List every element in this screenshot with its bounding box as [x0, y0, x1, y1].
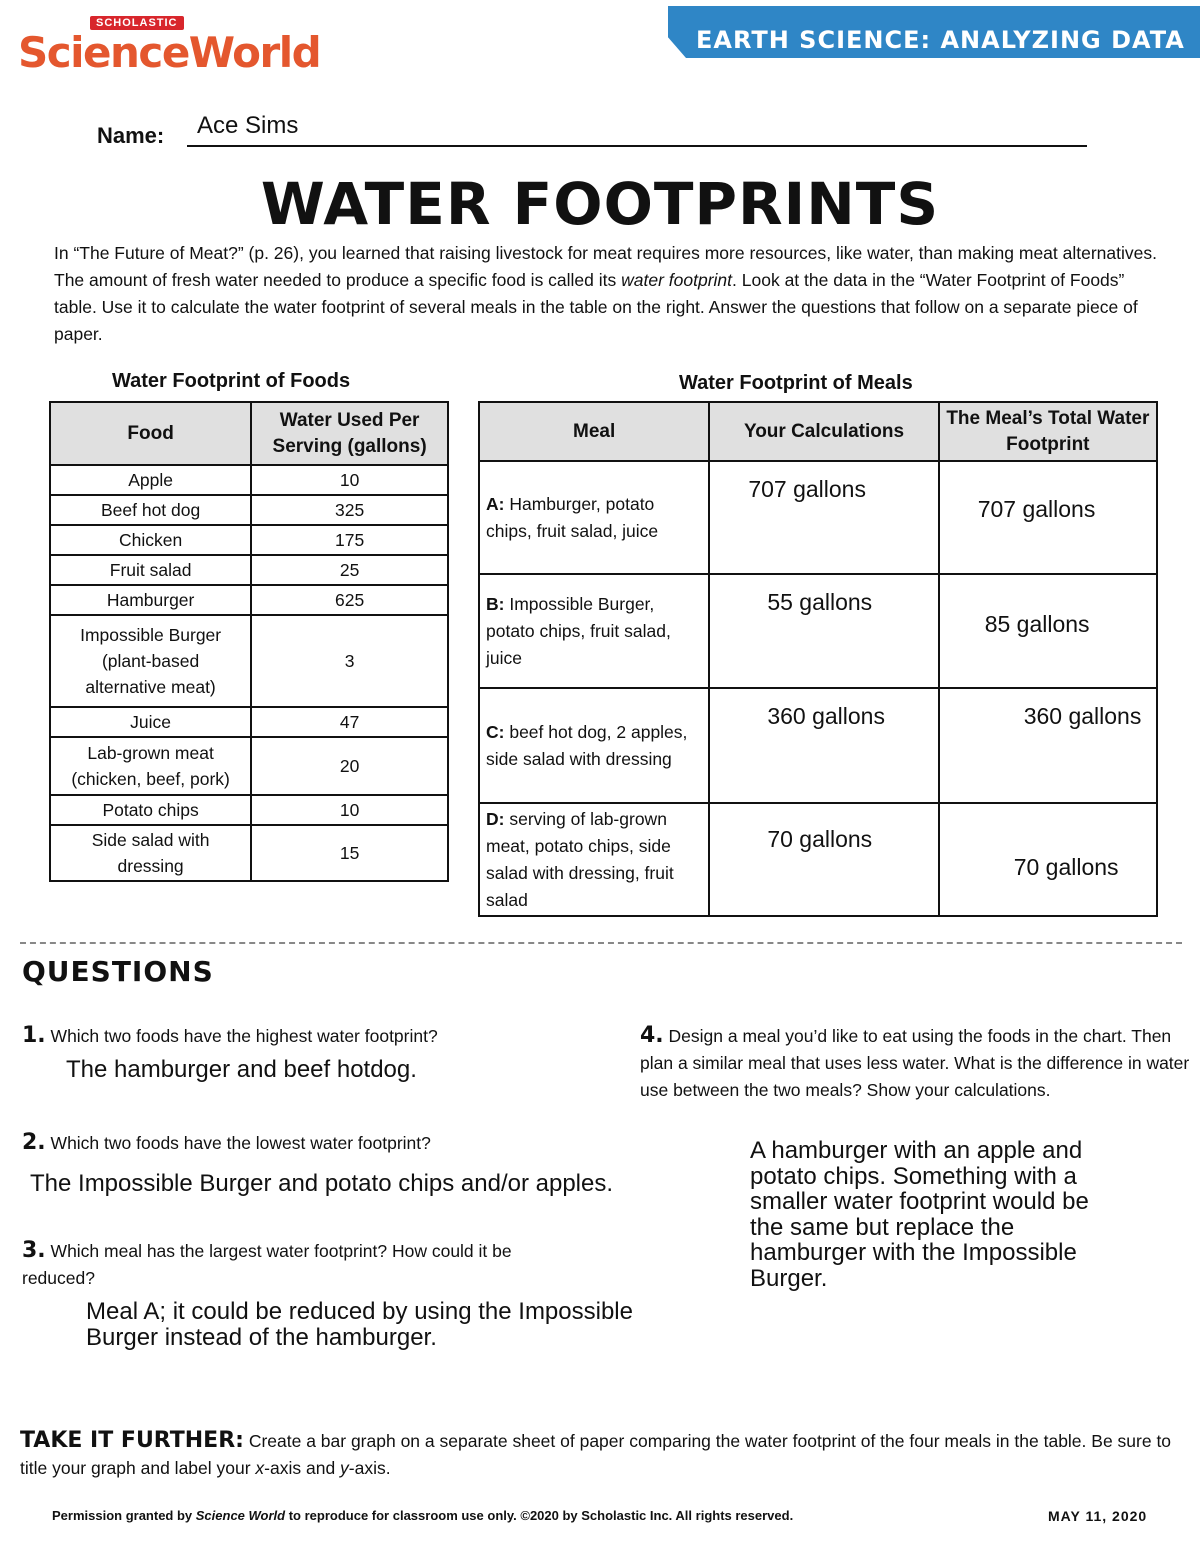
- take-it-further: [20, 1427, 1190, 1482]
- food-water: 625: [251, 585, 448, 615]
- intro-paragraph: [54, 240, 1159, 348]
- meal-letter: C:: [486, 721, 505, 742]
- further-text: Create a bar graph on a separate sheet of paper comparing the water footprint of the four meals in the table. Be sure to title your graph and label your: [20, 1431, 1172, 1478]
- meal-items: Hamburger, potato chips, fruit salad, juice: [486, 493, 659, 541]
- question-text: Which two foods have the lowest water footprint?: [50, 1133, 431, 1153]
- foods-table-caption: Water Footprint of Foods: [112, 370, 351, 392]
- meal-items: beef hot dog, 2 apples, side salad with dressing: [486, 721, 688, 769]
- food-water: 47: [251, 707, 448, 737]
- table-row: [50, 795, 448, 825]
- footer-pre: Permission granted by: [52, 1508, 196, 1523]
- meals-header-total: The Meal’s Total Water Footprint: [939, 402, 1157, 461]
- meal-description: [479, 574, 709, 688]
- name-field[interactable]: Ace Sims: [197, 112, 299, 139]
- food-name: Lab-grown meat (chicken, beef, pork): [50, 737, 251, 795]
- food-water: 10: [251, 795, 448, 825]
- food-name: Beef hot dog: [50, 495, 251, 525]
- intro-text-1: In “The Future of Meat?” (p. 26), you learned that raising livestock for meat requires more resources, like water, than making meat alternatives. The amount of fresh water needed to produce a specific food is called its: [54, 243, 1157, 290]
- further-label: TAKE IT FURTHER:: [20, 1428, 244, 1453]
- meal-total-value: 707 gallons: [977, 496, 1096, 522]
- food-water: 25: [251, 555, 448, 585]
- meal-calc-value: 707 gallons: [748, 476, 866, 502]
- scholastic-logo-tag: SCHOLASTIC: [90, 16, 184, 30]
- meal-calc-cell[interactable]: [709, 461, 938, 574]
- table-row: [479, 688, 1157, 803]
- food-water: 3: [251, 615, 448, 707]
- question-number: 2.: [22, 1130, 46, 1155]
- question-2: [22, 1129, 582, 1157]
- intro-text-2: . Look at the data in the “Water Footprint of Foods” table. Use it to calculate the water footprint of several meals in the table on the right. Answer the questions that follow on a separate piece of paper.: [54, 270, 1138, 344]
- meal-calc-cell[interactable]: [709, 574, 938, 688]
- table-row: [50, 495, 448, 525]
- question-number: 4.: [640, 1023, 664, 1048]
- table-row: [479, 574, 1157, 688]
- further-y: y: [340, 1458, 349, 1478]
- science-world-logo: ScienceWorld: [18, 28, 321, 77]
- meal-total-cell[interactable]: [939, 461, 1157, 574]
- food-water: 15: [251, 825, 448, 881]
- food-name: Fruit salad: [50, 555, 251, 585]
- meal-calc-value: 70 gallons: [767, 826, 873, 852]
- table-row: [50, 825, 448, 881]
- question-number: 3.: [22, 1238, 46, 1263]
- meal-calc-cell[interactable]: [709, 688, 938, 803]
- answer-2[interactable]: The Impossible Burger and potato chips and/or apples.: [30, 1170, 614, 1197]
- meals-table: [478, 401, 1158, 917]
- further-end: -axis.: [348, 1458, 391, 1478]
- food-water: 20: [251, 737, 448, 795]
- answer-1[interactable]: The hamburger and beef hotdog.: [66, 1056, 417, 1083]
- meals-header-calculations: Your Calculations: [709, 402, 938, 461]
- meal-total-cell[interactable]: [939, 803, 1157, 916]
- table-row: [50, 707, 448, 737]
- question-text: Design a meal you’d like to eat using the foods in the chart. Then plan a similar meal that uses less water. What is the difference in water use between the two meals? Show your calculations.: [640, 1026, 1190, 1100]
- table-row: [50, 525, 448, 555]
- question-number: 1.: [22, 1023, 46, 1048]
- permission-footer: [52, 1508, 793, 1523]
- food-name: Side salad with dressing: [50, 825, 251, 881]
- meal-items: serving of lab-grown meat, potato chips, side salad with dressing, fruit salad: [486, 808, 674, 910]
- food-water: 325: [251, 495, 448, 525]
- meal-items: Impossible Burger, potato chips, fruit salad, juice: [486, 593, 671, 668]
- foods-header-food: Food: [50, 402, 251, 465]
- meal-total-value: 360 gallons: [1023, 703, 1142, 729]
- question-1: [22, 1022, 582, 1050]
- name-label: Name:: [97, 123, 165, 148]
- footer-post: to reproduce for classroom use only. ©2020 by Scholastic Inc. All rights reserved.: [285, 1508, 794, 1523]
- footer-italic: Science World: [195, 1508, 286, 1523]
- meal-total-cell[interactable]: [939, 688, 1157, 803]
- section-banner-text: EARTH SCIENCE: ANALYZING DATA: [696, 26, 1185, 54]
- food-name: Apple: [50, 465, 251, 495]
- meal-calc-value: 360 gallons: [767, 703, 885, 729]
- question-text: Which two foods have the highest water footprint?: [50, 1026, 438, 1046]
- meal-description: [479, 688, 709, 803]
- food-name: Hamburger: [50, 585, 251, 615]
- further-x: x: [255, 1458, 265, 1478]
- answer-4[interactable]: A hamburger with an apple and potato chips. Something with a smaller water footprint would be the same but replace the hamburger with the Impossible Burger.: [750, 1137, 1089, 1292]
- page-title: WATER FOOTPRINTS: [260, 170, 940, 238]
- table-row: [479, 461, 1157, 574]
- table-row: [50, 737, 448, 795]
- table-row: [50, 555, 448, 585]
- table-row: [50, 465, 448, 495]
- meal-calc-cell[interactable]: [709, 803, 938, 916]
- food-name: Potato chips: [50, 795, 251, 825]
- question-4: [640, 1022, 1190, 1104]
- meal-total-cell[interactable]: [939, 574, 1157, 688]
- meal-letter: A:: [486, 493, 505, 514]
- meal-letter: B:: [486, 593, 505, 614]
- table-row: [50, 585, 448, 615]
- food-water: 10: [251, 465, 448, 495]
- meal-description: [479, 461, 709, 574]
- answer-3[interactable]: Meal A; it could be reduced by using the Impossible Burger instead of the hamburger.: [86, 1298, 633, 1351]
- meal-letter: D:: [486, 808, 505, 829]
- meals-table-caption: Water Footprint of Meals: [679, 372, 913, 394]
- meals-header-meal: Meal: [479, 402, 709, 461]
- further-mid: -axis and: [264, 1458, 341, 1478]
- foods-table: [49, 401, 449, 882]
- name-underline: [187, 145, 1087, 147]
- food-name: Juice: [50, 707, 251, 737]
- food-water: 175: [251, 525, 448, 555]
- table-row: [479, 803, 1157, 916]
- meal-total-value: 85 gallons: [984, 611, 1090, 637]
- food-name: Impossible Burger (plant-based alternative meat): [50, 615, 251, 707]
- meal-description: [479, 803, 709, 916]
- foods-header-water: Water Used Per Serving (gallons): [251, 402, 448, 465]
- section-divider: [20, 942, 1182, 944]
- issue-date: MAY 11, 2020: [1048, 1508, 1148, 1524]
- meal-total-value: 70 gallons: [1013, 854, 1119, 880]
- table-row: [50, 615, 448, 707]
- questions-heading: QUESTIONS: [22, 955, 214, 988]
- intro-term: water footprint: [621, 270, 733, 290]
- question-3: [22, 1237, 552, 1292]
- food-name: Chicken: [50, 525, 251, 555]
- question-text: Which meal has the largest water footprint? How could it be reduced?: [22, 1241, 512, 1288]
- meal-calc-value: 55 gallons: [767, 589, 873, 615]
